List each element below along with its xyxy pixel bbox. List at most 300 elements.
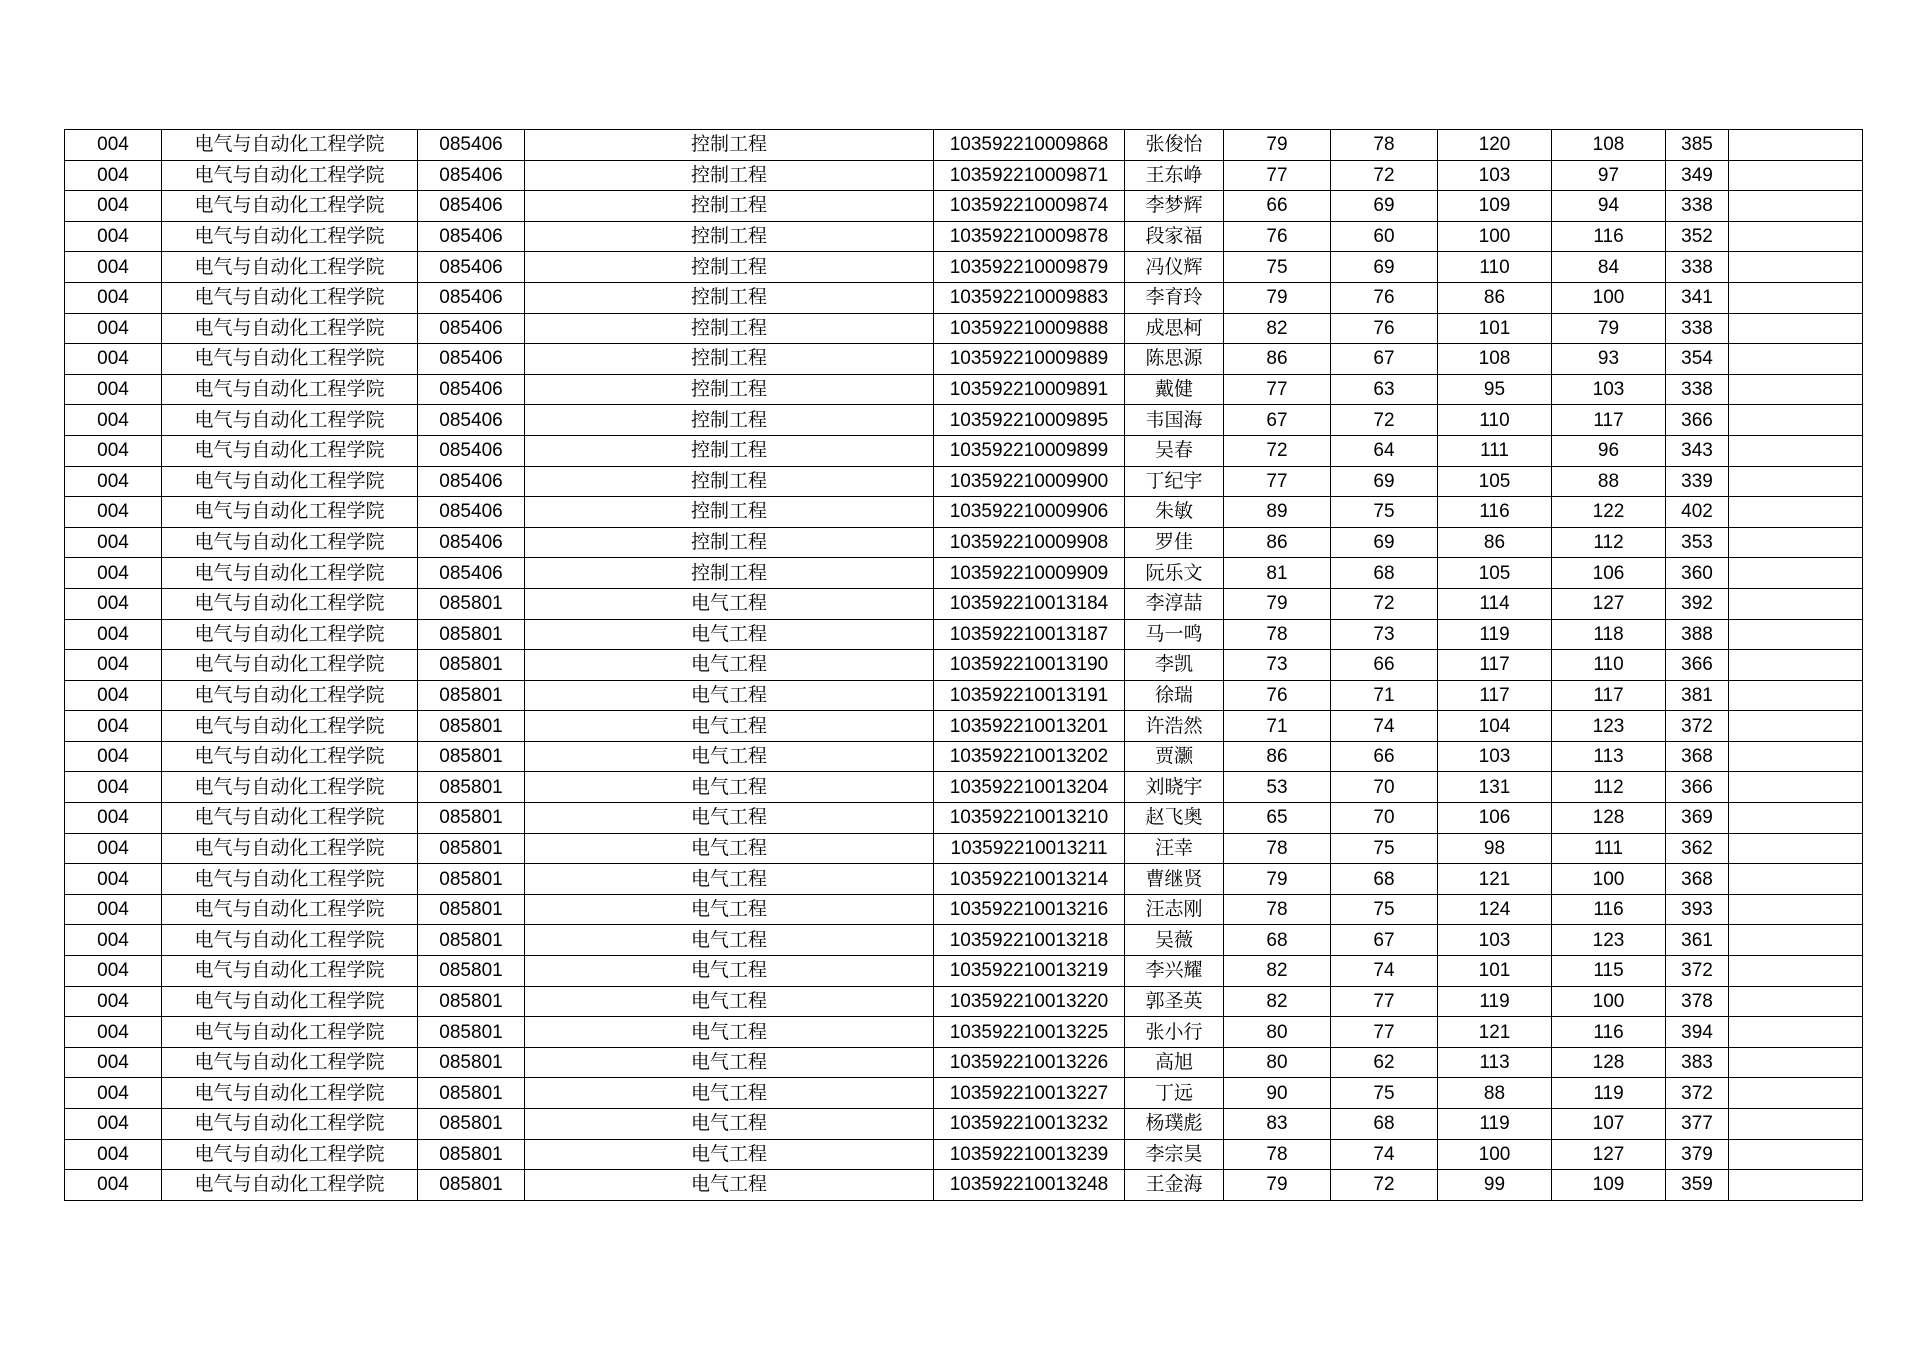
cell-exam-id: 103592210013190	[934, 650, 1125, 681]
cell-score-subject-1: 117	[1438, 680, 1552, 711]
cell-major-name: 控制工程	[525, 191, 934, 222]
cell-score-subject-2: 103	[1552, 374, 1666, 405]
cell-score-subject-2: 88	[1552, 466, 1666, 497]
cell-major-name: 电气工程	[525, 894, 934, 925]
cell-remarks	[1729, 130, 1863, 161]
cell-remarks	[1729, 894, 1863, 925]
cell-score-total: 381	[1666, 680, 1729, 711]
cell-score-english: 77	[1331, 986, 1438, 1017]
cell-score-politics: 80	[1224, 1047, 1331, 1078]
cell-score-english: 76	[1331, 313, 1438, 344]
cell-score-english: 68	[1331, 1109, 1438, 1140]
cell-student-name: 曹继贤	[1125, 864, 1224, 895]
cell-remarks	[1729, 313, 1863, 344]
cell-exam-id: 103592210009874	[934, 191, 1125, 222]
cell-score-politics: 67	[1224, 405, 1331, 436]
cell-score-subject-1: 131	[1438, 772, 1552, 803]
cell-exam-id: 103592210009900	[934, 466, 1125, 497]
cell-exam-id: 103592210013218	[934, 925, 1125, 956]
cell-score-subject-2: 97	[1552, 160, 1666, 191]
cell-score-subject-1: 119	[1438, 1109, 1552, 1140]
cell-major-code: 085406	[418, 130, 525, 161]
cell-exam-id: 103592210009895	[934, 405, 1125, 436]
cell-score-subject-1: 110	[1438, 252, 1552, 283]
cell-score-politics: 76	[1224, 221, 1331, 252]
cell-remarks	[1729, 405, 1863, 436]
table-row	[65, 1109, 1863, 1140]
cell-score-english: 73	[1331, 619, 1438, 650]
cell-score-total: 366	[1666, 772, 1729, 803]
cell-major-name: 控制工程	[525, 527, 934, 558]
cell-college-name: 电气与自动化工程学院	[162, 650, 418, 681]
cell-score-politics: 78	[1224, 894, 1331, 925]
cell-student-name: 赵飞奥	[1125, 803, 1224, 834]
cell-exam-id: 103592210009906	[934, 497, 1125, 528]
cell-exam-id: 103592210013232	[934, 1109, 1125, 1140]
cell-score-politics: 82	[1224, 986, 1331, 1017]
cell-score-english: 72	[1331, 405, 1438, 436]
cell-college-name: 电气与自动化工程学院	[162, 160, 418, 191]
cell-remarks	[1729, 282, 1863, 313]
cell-major-name: 电气工程	[525, 772, 934, 803]
cell-score-politics: 78	[1224, 619, 1331, 650]
cell-student-name: 吴春	[1125, 435, 1224, 466]
cell-remarks	[1729, 558, 1863, 589]
cell-exam-id: 103592210013204	[934, 772, 1125, 803]
cell-remarks	[1729, 619, 1863, 650]
cell-major-code: 085801	[418, 1170, 525, 1201]
cell-remarks	[1729, 925, 1863, 956]
cell-score-politics: 83	[1224, 1109, 1331, 1140]
cell-score-subject-2: 118	[1552, 619, 1666, 650]
cell-college-name: 电气与自动化工程学院	[162, 558, 418, 589]
table-row	[65, 1078, 1863, 1109]
cell-major-name: 电气工程	[525, 711, 934, 742]
cell-score-politics: 79	[1224, 864, 1331, 895]
cell-score-subject-1: 99	[1438, 1170, 1552, 1201]
cell-student-name: 戴健	[1125, 374, 1224, 405]
cell-score-politics: 86	[1224, 344, 1331, 375]
cell-score-total: 369	[1666, 803, 1729, 834]
cell-college-name: 电气与自动化工程学院	[162, 1078, 418, 1109]
cell-remarks	[1729, 344, 1863, 375]
cell-score-total: 338	[1666, 191, 1729, 222]
cell-score-total: 366	[1666, 405, 1729, 436]
table-row	[65, 619, 1863, 650]
cell-college-code: 004	[65, 741, 162, 772]
cell-score-politics: 71	[1224, 711, 1331, 742]
cell-exam-id: 103592210013202	[934, 741, 1125, 772]
cell-major-name: 电气工程	[525, 588, 934, 619]
cell-remarks	[1729, 435, 1863, 466]
cell-score-subject-1: 121	[1438, 864, 1552, 895]
cell-college-code: 004	[65, 894, 162, 925]
cell-score-subject-2: 116	[1552, 894, 1666, 925]
cell-score-total: 393	[1666, 894, 1729, 925]
cell-major-name: 电气工程	[525, 864, 934, 895]
cell-remarks	[1729, 1017, 1863, 1048]
cell-score-politics: 77	[1224, 374, 1331, 405]
cell-score-subject-2: 79	[1552, 313, 1666, 344]
table-row	[65, 803, 1863, 834]
cell-score-total: 372	[1666, 711, 1729, 742]
table-row	[65, 1170, 1863, 1201]
cell-college-name: 电气与自动化工程学院	[162, 741, 418, 772]
cell-college-name: 电气与自动化工程学院	[162, 313, 418, 344]
cell-score-subject-2: 116	[1552, 1017, 1666, 1048]
cell-exam-id: 103592210013216	[934, 894, 1125, 925]
cell-score-subject-2: 108	[1552, 130, 1666, 161]
table-row	[65, 864, 1863, 895]
cell-major-name: 电气工程	[525, 925, 934, 956]
cell-score-english: 72	[1331, 160, 1438, 191]
cell-college-code: 004	[65, 956, 162, 987]
cell-score-politics: 89	[1224, 497, 1331, 528]
cell-score-politics: 78	[1224, 833, 1331, 864]
cell-score-english: 72	[1331, 588, 1438, 619]
cell-score-subject-2: 116	[1552, 221, 1666, 252]
cell-score-total: 353	[1666, 527, 1729, 558]
cell-remarks	[1729, 680, 1863, 711]
cell-college-name: 电气与自动化工程学院	[162, 803, 418, 834]
cell-remarks	[1729, 772, 1863, 803]
cell-remarks	[1729, 221, 1863, 252]
cell-college-code: 004	[65, 588, 162, 619]
cell-college-code: 004	[65, 650, 162, 681]
cell-score-politics: 82	[1224, 956, 1331, 987]
cell-exam-id: 103592210013248	[934, 1170, 1125, 1201]
cell-score-politics: 72	[1224, 435, 1331, 466]
cell-college-code: 004	[65, 466, 162, 497]
cell-remarks	[1729, 191, 1863, 222]
cell-college-name: 电气与自动化工程学院	[162, 619, 418, 650]
cell-score-subject-1: 101	[1438, 313, 1552, 344]
table-row	[65, 435, 1863, 466]
score-table	[64, 129, 1863, 1201]
cell-score-english: 68	[1331, 558, 1438, 589]
cell-major-name: 电气工程	[525, 680, 934, 711]
cell-college-name: 电气与自动化工程学院	[162, 1170, 418, 1201]
table-row	[65, 588, 1863, 619]
cell-score-politics: 79	[1224, 1170, 1331, 1201]
cell-score-subject-1: 110	[1438, 405, 1552, 436]
cell-score-subject-1: 105	[1438, 466, 1552, 497]
cell-score-politics: 65	[1224, 803, 1331, 834]
cell-remarks	[1729, 803, 1863, 834]
cell-major-code: 085801	[418, 1078, 525, 1109]
cell-major-name: 控制工程	[525, 374, 934, 405]
cell-college-code: 004	[65, 986, 162, 1017]
cell-major-code: 085406	[418, 374, 525, 405]
cell-score-subject-2: 96	[1552, 435, 1666, 466]
cell-major-name: 控制工程	[525, 160, 934, 191]
cell-student-name: 韦国海	[1125, 405, 1224, 436]
cell-score-subject-2: 113	[1552, 741, 1666, 772]
cell-score-politics: 90	[1224, 1078, 1331, 1109]
cell-major-code: 085801	[418, 894, 525, 925]
cell-score-subject-1: 100	[1438, 221, 1552, 252]
cell-score-politics: 75	[1224, 252, 1331, 283]
cell-exam-id: 103592210009888	[934, 313, 1125, 344]
cell-college-code: 004	[65, 130, 162, 161]
cell-remarks	[1729, 160, 1863, 191]
cell-score-english: 69	[1331, 527, 1438, 558]
cell-major-code: 085406	[418, 466, 525, 497]
cell-score-subject-1: 105	[1438, 558, 1552, 589]
cell-college-name: 电气与自动化工程学院	[162, 221, 418, 252]
cell-score-subject-2: 128	[1552, 803, 1666, 834]
cell-score-total: 392	[1666, 588, 1729, 619]
cell-score-subject-2: 111	[1552, 833, 1666, 864]
cell-college-name: 电气与自动化工程学院	[162, 1109, 418, 1140]
cell-score-subject-1: 98	[1438, 833, 1552, 864]
cell-college-code: 004	[65, 864, 162, 895]
cell-college-code: 004	[65, 925, 162, 956]
cell-college-name: 电气与自动化工程学院	[162, 864, 418, 895]
cell-score-english: 72	[1331, 1170, 1438, 1201]
cell-score-total: 377	[1666, 1109, 1729, 1140]
cell-score-english: 67	[1331, 344, 1438, 375]
cell-score-politics: 79	[1224, 282, 1331, 313]
cell-score-english: 75	[1331, 497, 1438, 528]
cell-score-english: 62	[1331, 1047, 1438, 1078]
cell-student-name: 丁远	[1125, 1078, 1224, 1109]
table-row	[65, 527, 1863, 558]
cell-score-subject-1: 103	[1438, 741, 1552, 772]
cell-score-total: 338	[1666, 313, 1729, 344]
cell-major-code: 085406	[418, 405, 525, 436]
cell-college-name: 电气与自动化工程学院	[162, 466, 418, 497]
cell-college-code: 004	[65, 1109, 162, 1140]
table-row	[65, 313, 1863, 344]
cell-score-politics: 79	[1224, 130, 1331, 161]
cell-college-code: 004	[65, 711, 162, 742]
cell-remarks	[1729, 1078, 1863, 1109]
table-row	[65, 497, 1863, 528]
cell-score-subject-2: 100	[1552, 282, 1666, 313]
cell-score-subject-1: 86	[1438, 527, 1552, 558]
cell-college-name: 电气与自动化工程学院	[162, 772, 418, 803]
cell-college-name: 电气与自动化工程学院	[162, 374, 418, 405]
table-row	[65, 405, 1863, 436]
cell-score-politics: 77	[1224, 160, 1331, 191]
cell-major-name: 控制工程	[525, 130, 934, 161]
cell-exam-id: 103592210013184	[934, 588, 1125, 619]
cell-score-subject-1: 104	[1438, 711, 1552, 742]
cell-score-politics: 53	[1224, 772, 1331, 803]
cell-score-politics: 77	[1224, 466, 1331, 497]
cell-college-name: 电气与自动化工程学院	[162, 1047, 418, 1078]
cell-major-name: 电气工程	[525, 803, 934, 834]
cell-score-subject-2: 110	[1552, 650, 1666, 681]
cell-student-name: 郭圣英	[1125, 986, 1224, 1017]
cell-major-code: 085801	[418, 619, 525, 650]
cell-student-name: 成思柯	[1125, 313, 1224, 344]
cell-exam-id: 103592210009868	[934, 130, 1125, 161]
cell-score-subject-1: 114	[1438, 588, 1552, 619]
cell-score-english: 68	[1331, 864, 1438, 895]
cell-score-subject-1: 103	[1438, 160, 1552, 191]
cell-score-subject-2: 107	[1552, 1109, 1666, 1140]
cell-remarks	[1729, 1170, 1863, 1201]
cell-remarks	[1729, 252, 1863, 283]
cell-score-total: 378	[1666, 986, 1729, 1017]
cell-exam-id: 103592210013210	[934, 803, 1125, 834]
cell-major-code: 085406	[418, 221, 525, 252]
cell-exam-id: 103592210009891	[934, 374, 1125, 405]
cell-major-name: 控制工程	[525, 313, 934, 344]
cell-student-name: 许浩然	[1125, 711, 1224, 742]
cell-major-name: 电气工程	[525, 1078, 934, 1109]
cell-student-name: 汪幸	[1125, 833, 1224, 864]
cell-major-code: 085406	[418, 313, 525, 344]
cell-score-total: 372	[1666, 1078, 1729, 1109]
cell-score-total: 372	[1666, 956, 1729, 987]
table-row	[65, 282, 1863, 313]
cell-major-name: 电气工程	[525, 1109, 934, 1140]
cell-remarks	[1729, 956, 1863, 987]
cell-college-code: 004	[65, 435, 162, 466]
cell-score-subject-2: 93	[1552, 344, 1666, 375]
cell-exam-id: 103592210013227	[934, 1078, 1125, 1109]
cell-major-code: 085801	[418, 833, 525, 864]
cell-major-name: 控制工程	[525, 558, 934, 589]
cell-score-politics: 81	[1224, 558, 1331, 589]
cell-score-total: 362	[1666, 833, 1729, 864]
cell-score-politics: 86	[1224, 741, 1331, 772]
cell-exam-id: 103592210013187	[934, 619, 1125, 650]
cell-college-code: 004	[65, 1170, 162, 1201]
cell-college-code: 004	[65, 772, 162, 803]
cell-major-code: 085406	[418, 527, 525, 558]
cell-major-code: 085406	[418, 191, 525, 222]
cell-major-code: 085801	[418, 772, 525, 803]
cell-major-code: 085406	[418, 252, 525, 283]
cell-score-subject-1: 116	[1438, 497, 1552, 528]
cell-score-subject-2: 84	[1552, 252, 1666, 283]
cell-exam-id: 103592210013191	[934, 680, 1125, 711]
table-row	[65, 711, 1863, 742]
cell-score-english: 60	[1331, 221, 1438, 252]
cell-score-english: 63	[1331, 374, 1438, 405]
cell-student-name: 罗佳	[1125, 527, 1224, 558]
cell-major-name: 电气工程	[525, 833, 934, 864]
cell-college-code: 004	[65, 160, 162, 191]
cell-student-name: 张小行	[1125, 1017, 1224, 1048]
cell-score-total: 383	[1666, 1047, 1729, 1078]
cell-score-subject-2: 123	[1552, 711, 1666, 742]
cell-score-subject-2: 122	[1552, 497, 1666, 528]
cell-student-name: 丁纪宇	[1125, 466, 1224, 497]
cell-student-name: 阮乐文	[1125, 558, 1224, 589]
cell-college-name: 电气与自动化工程学院	[162, 191, 418, 222]
cell-student-name: 刘晓宇	[1125, 772, 1224, 803]
cell-major-code: 085406	[418, 497, 525, 528]
cell-student-name: 李凯	[1125, 650, 1224, 681]
cell-score-subject-2: 128	[1552, 1047, 1666, 1078]
cell-exam-id: 103592210013225	[934, 1017, 1125, 1048]
cell-major-code: 085801	[418, 588, 525, 619]
cell-college-name: 电气与自动化工程学院	[162, 680, 418, 711]
cell-major-code: 085406	[418, 435, 525, 466]
cell-major-code: 085801	[418, 864, 525, 895]
cell-major-name: 电气工程	[525, 956, 934, 987]
cell-major-name: 控制工程	[525, 497, 934, 528]
cell-score-politics: 66	[1224, 191, 1331, 222]
cell-student-name: 高旭	[1125, 1047, 1224, 1078]
table-row	[65, 130, 1863, 161]
cell-college-name: 电气与自动化工程学院	[162, 527, 418, 558]
cell-major-code: 085406	[418, 344, 525, 375]
cell-score-total: 368	[1666, 864, 1729, 895]
cell-student-name: 汪志刚	[1125, 894, 1224, 925]
cell-exam-id: 103592210013201	[934, 711, 1125, 742]
table-row	[65, 191, 1863, 222]
cell-major-code: 085801	[418, 1017, 525, 1048]
cell-score-english: 70	[1331, 803, 1438, 834]
cell-major-code: 085801	[418, 741, 525, 772]
cell-major-name: 控制工程	[525, 252, 934, 283]
cell-score-subject-2: 115	[1552, 956, 1666, 987]
cell-score-english: 75	[1331, 833, 1438, 864]
cell-student-name: 张俊怡	[1125, 130, 1224, 161]
cell-score-subject-2: 123	[1552, 925, 1666, 956]
cell-exam-id: 103592210009908	[934, 527, 1125, 558]
cell-student-name: 陈思源	[1125, 344, 1224, 375]
cell-score-subject-1: 119	[1438, 986, 1552, 1017]
cell-student-name: 李兴耀	[1125, 956, 1224, 987]
cell-student-name: 贾灏	[1125, 741, 1224, 772]
cell-remarks	[1729, 374, 1863, 405]
cell-college-name: 电气与自动化工程学院	[162, 711, 418, 742]
cell-score-total: 385	[1666, 130, 1729, 161]
score-table-container	[64, 129, 1863, 1201]
cell-score-total: 366	[1666, 650, 1729, 681]
cell-score-total: 388	[1666, 619, 1729, 650]
cell-major-code: 085801	[418, 1139, 525, 1170]
cell-score-total: 354	[1666, 344, 1729, 375]
cell-remarks	[1729, 527, 1863, 558]
cell-remarks	[1729, 1109, 1863, 1140]
cell-exam-id: 103592210009871	[934, 160, 1125, 191]
cell-student-name: 徐瑞	[1125, 680, 1224, 711]
table-row	[65, 956, 1863, 987]
cell-college-code: 004	[65, 497, 162, 528]
cell-score-politics: 79	[1224, 588, 1331, 619]
cell-score-english: 66	[1331, 650, 1438, 681]
cell-score-english: 78	[1331, 130, 1438, 161]
cell-major-code: 085406	[418, 282, 525, 313]
table-row	[65, 344, 1863, 375]
cell-remarks	[1729, 711, 1863, 742]
table-row	[65, 650, 1863, 681]
cell-score-subject-1: 101	[1438, 956, 1552, 987]
cell-exam-id: 103592210013220	[934, 986, 1125, 1017]
cell-score-subject-2: 119	[1552, 1078, 1666, 1109]
table-row	[65, 1017, 1863, 1048]
cell-major-code: 085801	[418, 956, 525, 987]
cell-score-subject-2: 109	[1552, 1170, 1666, 1201]
cell-major-code: 085406	[418, 160, 525, 191]
cell-exam-id: 103592210013226	[934, 1047, 1125, 1078]
table-row	[65, 986, 1863, 1017]
cell-college-name: 电气与自动化工程学院	[162, 1017, 418, 1048]
cell-score-subject-2: 112	[1552, 772, 1666, 803]
cell-student-name: 王金海	[1125, 1170, 1224, 1201]
cell-college-name: 电气与自动化工程学院	[162, 1139, 418, 1170]
cell-score-english: 75	[1331, 1078, 1438, 1109]
cell-major-name: 电气工程	[525, 1017, 934, 1048]
